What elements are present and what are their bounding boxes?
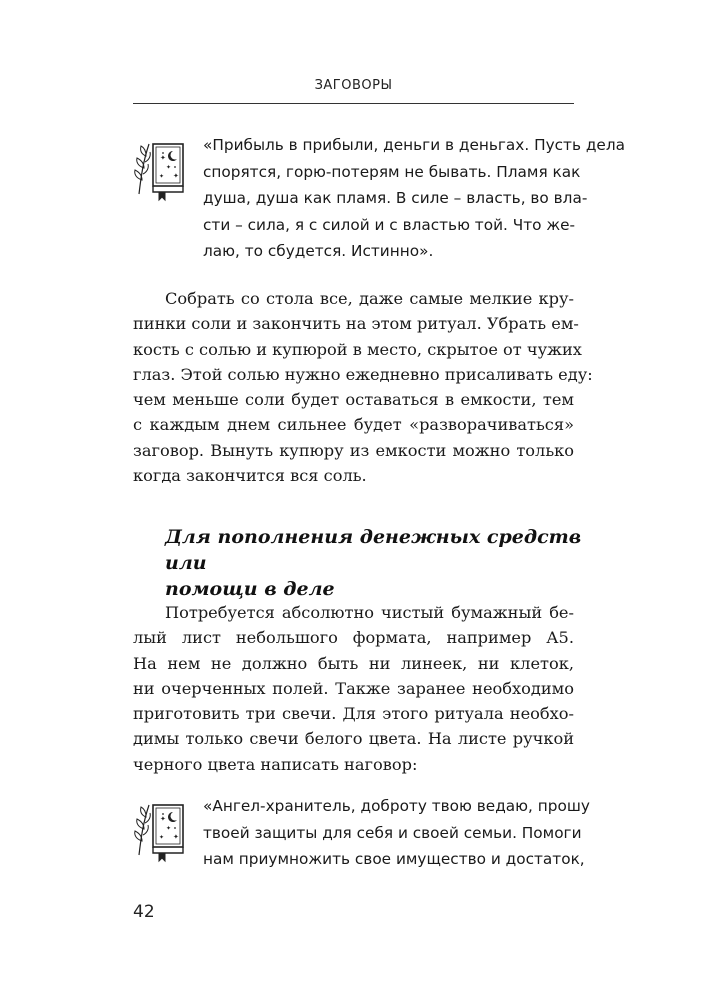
spell-block-1	[133, 132, 625, 265]
text-line: лый лист небольшого формата, например А5.	[133, 628, 574, 648]
text-line: кость с солью и купюрой в место, скрытое от чужих	[133, 339, 582, 359]
text-line: пинки соли и закончить на этом ритуал. Убрать ем-	[133, 314, 579, 334]
text-line: душа, душа как пламя. В силе – власть, во вла-	[203, 189, 588, 207]
svg-text:✦: ✦	[160, 154, 166, 162]
text-line: сти – сила, я с силой и с властью той. Что же-	[203, 215, 576, 234]
text-line: чем меньше соли будет оставаться в емкости, тем	[133, 390, 574, 410]
text-line: черного цвета написать наговор:	[133, 754, 418, 774]
text-line: лаю, то сбудется. Истинно».	[203, 242, 434, 260]
text-line: спорятся, горю-потерям не бывать. Пламя как	[203, 162, 581, 181]
spell-text-2	[203, 793, 590, 873]
text-line: Потребуется абсолютно чистый бумажный бе-	[165, 603, 574, 622]
section-heading	[165, 524, 585, 602]
spell-text-1	[203, 132, 625, 265]
text-line: Собрать со стола все, даже самые мелкие кру-	[165, 289, 574, 308]
svg-text:✦: ✦	[159, 173, 165, 180]
text-line: На нем не должно быть ни линеек, ни клеток,	[133, 653, 574, 673]
svg-text:✦: ✦	[159, 834, 165, 841]
paragraph-1	[133, 286, 593, 488]
svg-text:✦: ✦	[166, 825, 172, 832]
svg-text:✦: ✦	[173, 833, 179, 841]
text-line: ни очерченных полей. Также заранее необходимо	[133, 678, 574, 698]
running-header: ЗАГОВОРЫ	[314, 78, 393, 93]
text-line: заговор. Вынуть купюру из емкости можно только	[133, 440, 574, 460]
header-rule	[133, 103, 574, 104]
text-line: приготовить три свечи. Для этого ритуала необхо-	[133, 704, 574, 724]
text-line: нам приумножить свое имущество и достаток,	[203, 850, 585, 868]
page-number: 42	[133, 902, 155, 922]
text-line: «Ангел-хранитель, доброту твою ведаю, прошу	[203, 797, 590, 815]
text-line: с каждым днем сильнее будет «разворачиваться»	[133, 415, 574, 435]
text-line: твоей защиты для себя и своей семьи. Помоги	[203, 823, 582, 842]
svg-text:✦: ✦	[173, 172, 179, 180]
spell-book-icon	[133, 132, 195, 202]
svg-text:✦: ✦	[166, 164, 172, 171]
text-line: «Прибыль в прибыли, деньги в деньгах. Пусть дела	[203, 136, 625, 154]
heading-line: помощи в деле	[165, 578, 335, 600]
paragraph-2	[133, 600, 574, 777]
text-line: димы только свечи белого цвета. На листе ручкой	[133, 729, 574, 749]
text-line: когда закончится вся соль.	[133, 466, 367, 486]
spell-block-2	[133, 793, 590, 873]
heading-line: Для пополнения денежных средств или	[165, 526, 582, 574]
spell-book-icon	[133, 793, 195, 863]
svg-text:✦: ✦	[160, 815, 166, 823]
text-line: глаз. Этой солью нужно ежедневно присаливать еду:	[133, 364, 593, 384]
